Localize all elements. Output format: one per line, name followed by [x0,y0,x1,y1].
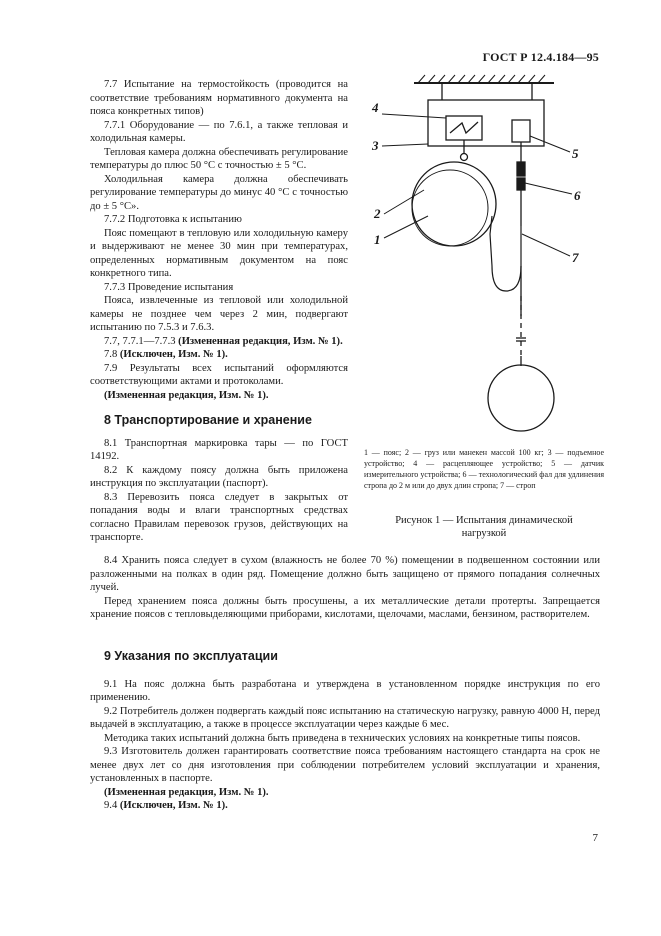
paragraph-8-4: 8.4 Хранить пояса следует в сухом (влажность не более 70 %) помещении в подвешенном состоянии или разложенными на полках в один ряд. Помещение должно быть защищено от прямого попадания солнечных лучей. [90,555,600,593]
paragraph-amend-7-7 [90,335,348,349]
paragraph-9-1: 9.1 На пояс должна быть разработана и утверждена в установленном порядке инструкция по его применению. [90,678,600,703]
figure-label-4: 4 [372,100,379,115]
excluded-note: (Исключен, Изм. № 1). [117,800,228,811]
section-8-title: 8 Транспортирование и хранение [104,413,312,427]
figure-label-2: 2 [374,206,381,221]
paragraph-7-7-3: 7.7.3 Проведение испытания [104,281,234,293]
figure-label-7: 7 [572,250,579,265]
test-weight [488,365,554,431]
figure-label-5: 5 [572,146,579,161]
figure-caption: 1 — пояс; 2 — груз или манекен массой 100 кг; 3 — подъемное устройство; 4 — расцепляющее устройство; 5 — датчик измерительного устройства; 6 — технологический фал для удлинения стропа до 2 м или до двух длин стропа; 7 — строп [364,448,604,490]
section-9-title: 9 Указания по эксплуатации [104,649,278,663]
paragraph-preparation: Пояс помещают в тепловую или холодильную камеру и выдерживают не менее 30 мин при температурах, определенных нормативным документом на пояс конкретного типа. [90,227,348,279]
amend-note: (Измененная редакция, Изм. № 1). [175,335,343,347]
figure-label-6: 6 [574,188,581,203]
paragraph-7-7-2: 7.7.2 Подготовка к испытанию [104,214,242,225]
paragraph-8-3: 8.3 Перевозить пояса следует в закрытых от попадания воды и влаги транспортных средствах согласно Правилам перевозок грузов, действующих на транспорте. [90,491,348,543]
page-number: 7 [592,832,598,844]
belt-ring [412,162,496,246]
figure-title: Рисунок 1 — Испытания динамической нагрузкой [395,515,573,539]
amend-ref: 7.7, 7.7.1—7.7.3 [104,335,176,347]
paragraph-8-1: 8.1 Транспортная маркировка тары — по ГОСТ 14192. [90,437,348,462]
test-rig-figure [362,66,610,586]
document-code: ГОСТ Р 12.4.184—95 [482,50,599,64]
full-width-block-2 [90,650,600,813]
paragraph-heat-chamber: Тепловая камера должна обеспечивать регулирование температуры до плюс 50 °С с точностью ± 5 °С. [90,146,348,171]
paragraph-procedure: Пояса, извлеченные из тепловой или холодильной камеры не позднее чем через 2 мин, подвергают испытанию по 7.5.3 и 7.6.3. [90,295,348,333]
paragraph-9-2: 9.2 Потребитель должен подвергать каждый пояс испытанию на статическую нагрузку, равную 4000 Н, перед выдачей в эксплуатацию, а также в процессе эксплуатации через каждые 6 мес. [90,705,600,730]
paragraph-7-7: 7.7 Испытание на термостойкость (проводится на соответствие требованиям нормативного документа на пояса конкретных типов) [90,79,348,117]
excluded-note: (Исключен, Изм. № 1). [117,349,228,360]
sensor-device [512,120,530,142]
paragraph-7-8 [90,348,348,362]
ceiling-hatch [418,75,545,83]
clause-ref: 9.4 [104,800,118,811]
paragraph-9-methods: Методика таких испытаний должна быть приведена в технических условиях на конкретные типы поясов. [104,732,581,744]
clause-ref: 7.8 [104,349,118,360]
amend-note-7-9: (Измененная редакция, Изм. № 1). [104,389,269,401]
figure-label-1: 1 [374,232,381,247]
paragraph-storage: Перед хранением пояса должны быть просушены, а их металлические детали протерты. Запрещается хранение поясов с тепловыделяющими приборами, кислотами, щелочами, маслами, бензином, растворителем. [90,595,600,620]
paragraph-cold-chamber: Холодильная камера должна обеспечивать регулирование температуры до минус 40 °С с точностью до ± 5 °С». [90,173,348,212]
left-column [90,78,348,545]
paragraph-9-4 [90,799,600,813]
paragraph-7-7-1: 7.7.1 Оборудование — по 7.6.1, а также тепловая и холодильная камеры. [90,119,348,144]
figure-label-3: 3 [372,138,379,153]
paragraph-9-3: 9.3 Изготовитель должен гарантировать соответствие пояса требованиям настоящего стандарта на срок не менее двух лет со дня изготовления при соблюдении потребителем условий эксплуатации и хранения, установленных в паспорте. [90,746,600,784]
amend-note-9-3: (Измененная редакция, Изм. № 1). [104,786,269,798]
paragraph-7-9: 7.9 Результаты всех испытаний оформляются соответствующими актами и протоколами. [90,362,348,387]
paragraph-8-2: 8.2 К каждому поясу должна быть приложена инструкция по эксплуатации (паспорт). [90,464,348,489]
